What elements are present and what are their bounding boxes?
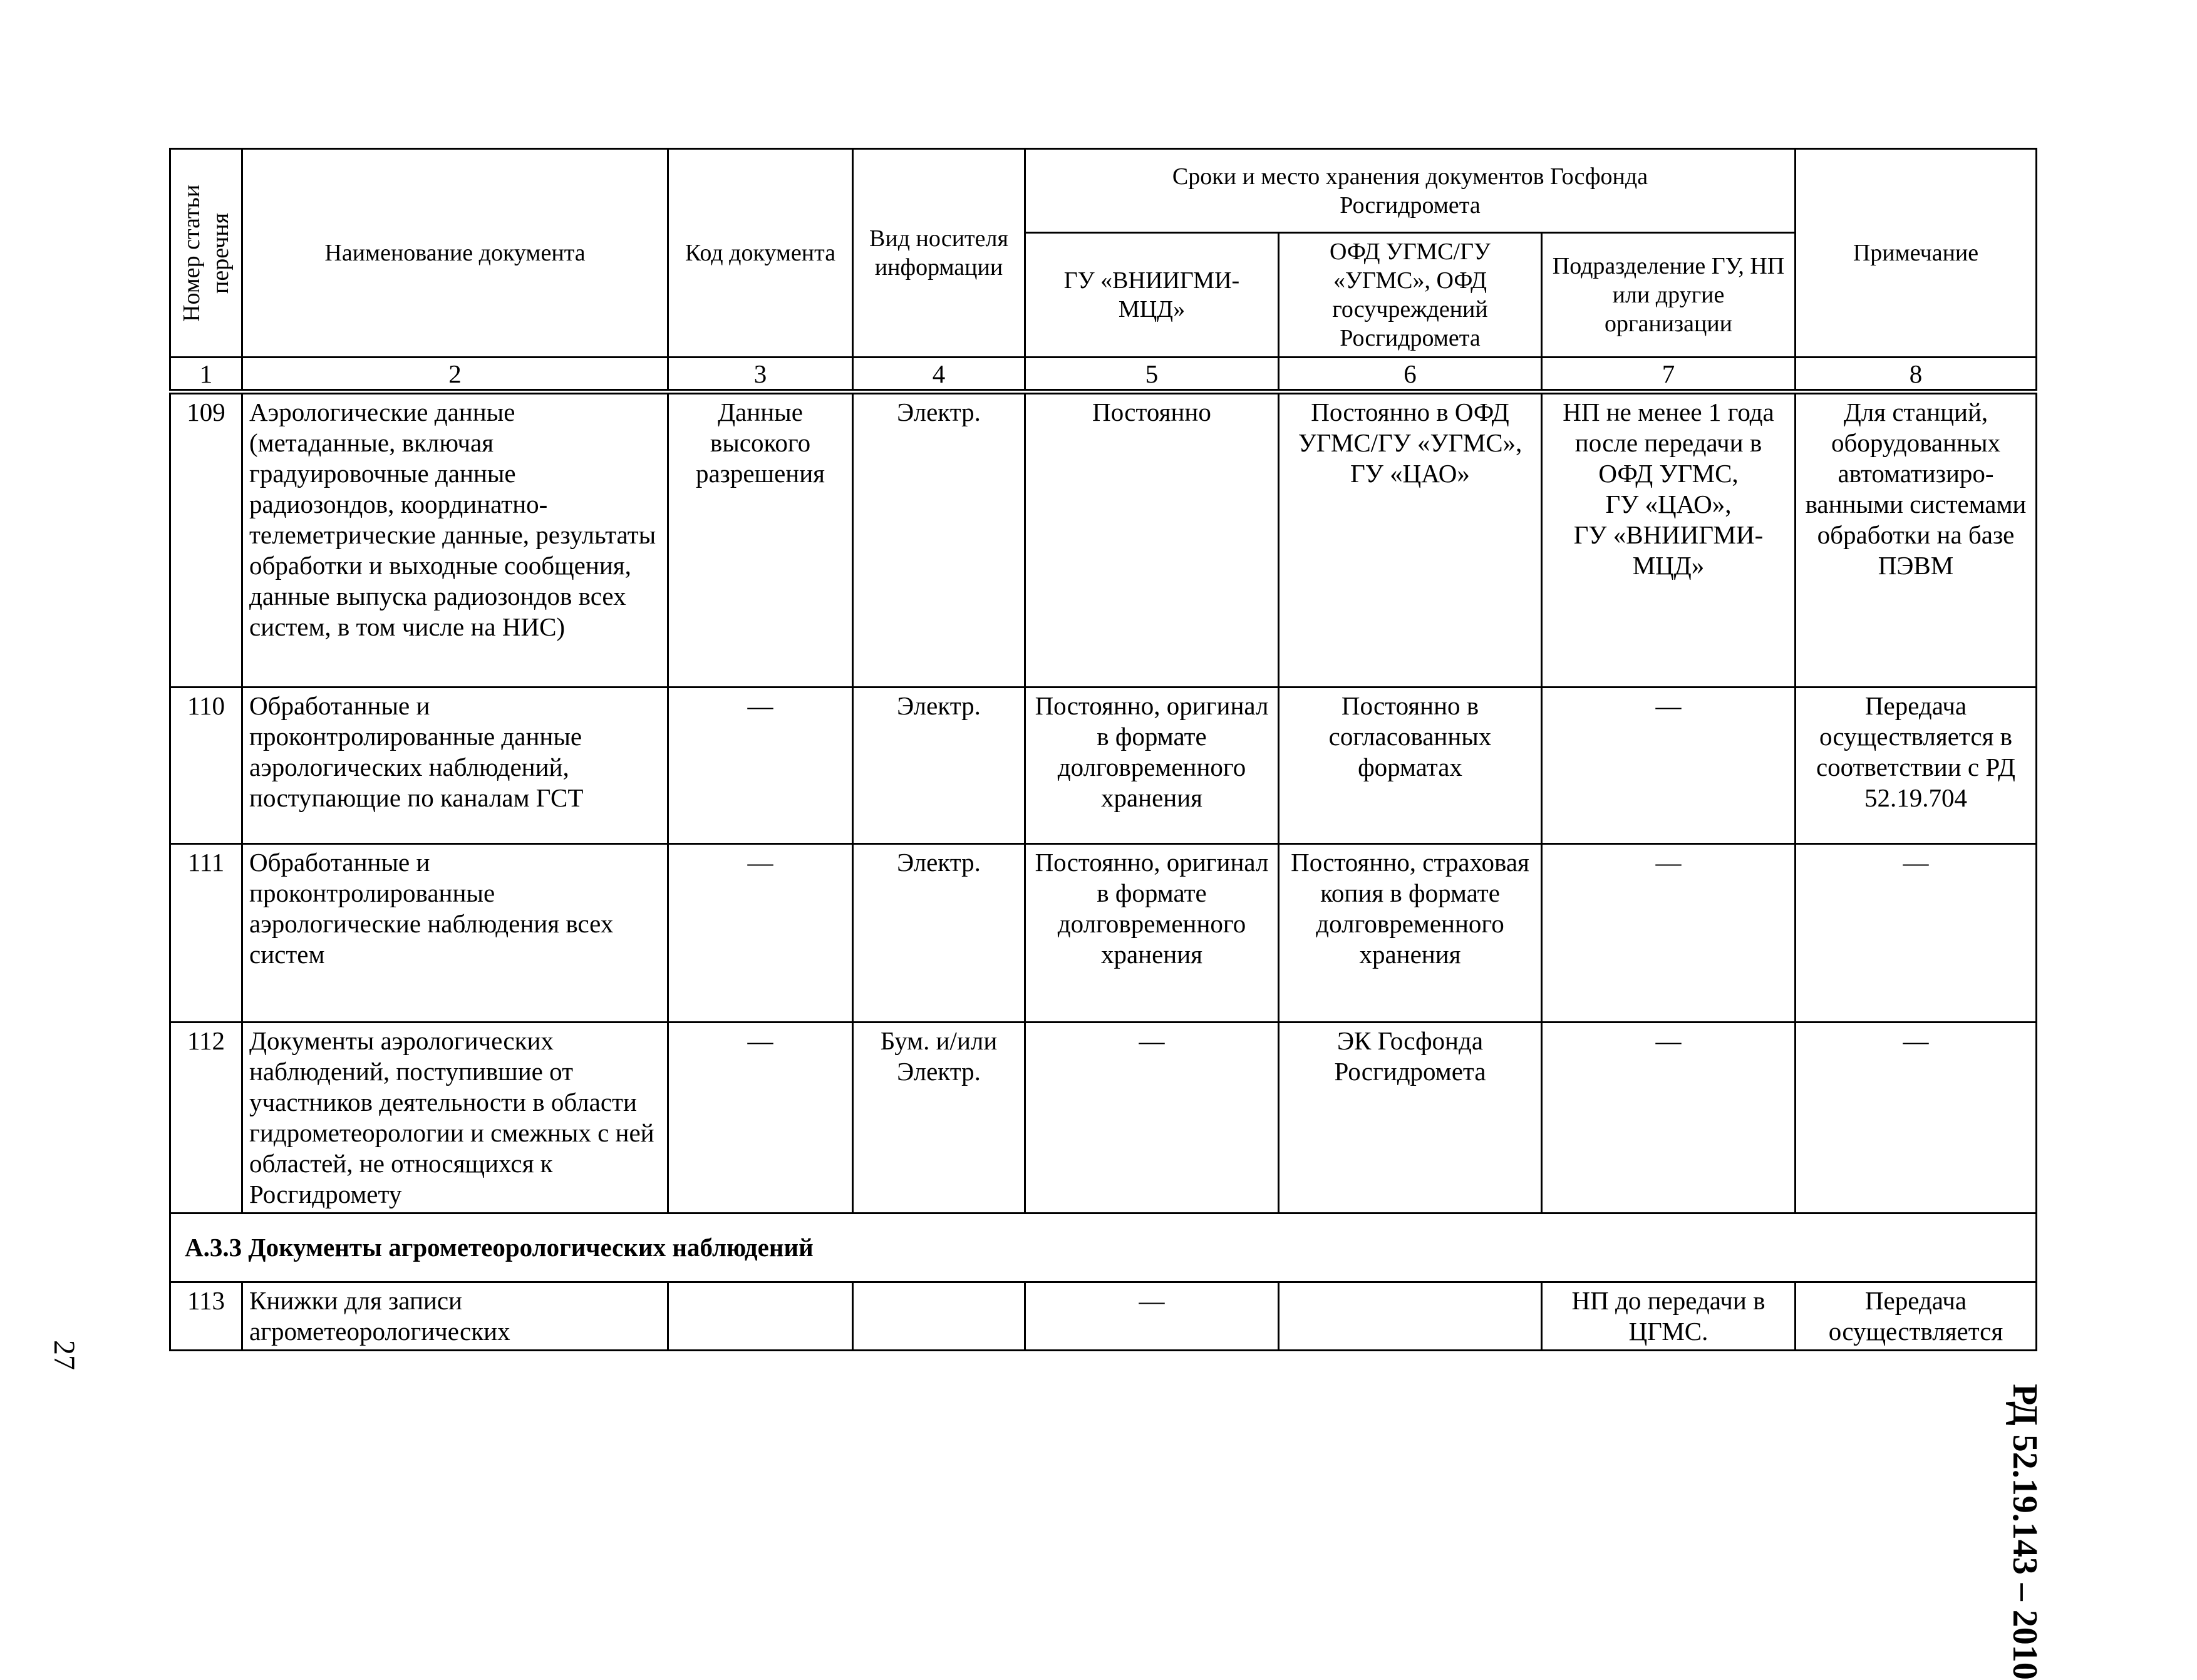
table-row — [170, 392, 2037, 688]
column-number-6: 6 — [1279, 358, 1542, 392]
row-document-code: — — [668, 688, 853, 844]
row-vniigmi: — — [1025, 1023, 1279, 1214]
row-document-name: Обработанные и проконтролированные данные аэрологических наблюдений, поступающие по каналам ГСТ — [242, 688, 668, 844]
column-number-2: 2 — [242, 358, 668, 392]
row-ofd: Постоянно, страховая копия в формате долговременного хранения — [1279, 844, 1542, 1023]
row-note: Передача осуществляется в соответствии с РД 52.19.704 — [1796, 688, 2037, 844]
column-number-7: 7 — [1542, 358, 1796, 392]
row-note: Для станций, оборудованных автоматизиро-ванными системами обработки на базе ПЭВМ — [1796, 392, 2037, 688]
row-media: Электр. — [853, 688, 1025, 844]
row-number: 112 — [170, 1023, 242, 1214]
row-document-code — [668, 1282, 853, 1351]
row-media — [853, 1282, 1025, 1351]
table-row — [170, 688, 2037, 844]
row-document-name: Обработанные и проконтролированные аэрологические наблюдения всех систем — [242, 844, 668, 1023]
row-media: Электр. — [853, 844, 1025, 1023]
row-note: Передача осуществляется — [1796, 1282, 2037, 1351]
row-document-name: Аэрологические данные (метаданные, включая градуировочные данные радиозондов, координатно-телеметрические данные, результаты обработки и выходные сообщения, данные выпуска радиозондов всех систем, в том числе на НИС) — [242, 392, 668, 688]
column-number-5: 5 — [1025, 358, 1279, 392]
header-document-code: Код документа — [668, 149, 853, 358]
header-note: Примечание — [1796, 149, 2037, 358]
table-row — [170, 1282, 2037, 1351]
row-document-code: — — [668, 844, 853, 1023]
row-vniigmi: Постоянно, оригинал в формате долговременного хранения — [1025, 844, 1279, 1023]
header-subdivision: Подразделение ГУ, НП или другие организации — [1542, 233, 1796, 358]
row-subdivision: НП до передачи в ЦГМС. — [1542, 1282, 1796, 1351]
row-ofd: ЭК Госфонда Росгидромета — [1279, 1023, 1542, 1214]
document-table — [169, 148, 2037, 1351]
row-ofd: Постоянно в согласованных форматах — [1279, 688, 1542, 844]
row-number: 111 — [170, 844, 242, 1023]
row-vniigmi: — — [1025, 1282, 1279, 1351]
row-note: — — [1796, 844, 2037, 1023]
section-heading: А.3.3 Документы агрометеорологических наблюдений — [170, 1214, 2037, 1282]
row-ofd: Постоянно в ОФД УГМС/ГУ «УГМС», ГУ «ЦАО» — [1279, 392, 1542, 688]
row-document-code: Данные высокого разрешения — [668, 392, 853, 688]
row-subdivision: — — [1542, 1023, 1796, 1214]
row-document-code: — — [668, 1023, 853, 1214]
column-number-3: 3 — [668, 358, 853, 392]
document-code-label: РД 52.19.143 – 2010 — [2005, 1384, 2044, 1680]
row-subdivision: — — [1542, 688, 1796, 844]
header-media-type: Вид носителя информации — [853, 149, 1025, 358]
row-number: 109 — [170, 392, 242, 688]
row-note: — — [1796, 1023, 2037, 1214]
page-number: 27 — [48, 1340, 81, 1370]
column-number-4: 4 — [853, 358, 1025, 392]
column-number-8: 8 — [1796, 358, 2037, 392]
row-number: 110 — [170, 688, 242, 844]
row-media: Электр. — [853, 392, 1025, 688]
header-vniigmi: ГУ «ВНИИГМИ-МЦД» — [1025, 233, 1279, 358]
header-article-number: Номер статьи перечня — [170, 149, 242, 358]
row-media: Бум. и/или Электр. — [853, 1023, 1025, 1214]
row-ofd — [1279, 1282, 1542, 1351]
column-number-1: 1 — [170, 358, 242, 392]
row-number: 113 — [170, 1282, 242, 1351]
row-document-name: Книжки для записи агрометеорологических — [242, 1282, 668, 1351]
header-document-name: Наименование документа — [242, 149, 668, 358]
row-vniigmi: Постоянно, оригинал в формате долговременного хранения — [1025, 688, 1279, 844]
row-subdivision: — — [1542, 844, 1796, 1023]
table-row — [170, 844, 2037, 1023]
row-document-name: Документы аэрологических наблюдений, поступившие от участников деятельности в области гидрометеорологии и смежных с ней областей, не относящихся к Росгидромету — [242, 1023, 668, 1214]
header-ofd: ОФД УГМС/ГУ «УГМС», ОФД госучреждений Росгидромета — [1279, 233, 1542, 358]
row-subdivision: НП не менее 1 года после передачи в ОФД УГМС, ГУ «ЦАО», ГУ «ВНИИГМИ-МЦД» — [1542, 392, 1796, 688]
row-vniigmi: Постоянно — [1025, 392, 1279, 688]
table-row — [170, 1023, 2037, 1214]
header-storage-group: Сроки и место хранения документов Госфонда Росгидромета — [1025, 149, 1796, 233]
